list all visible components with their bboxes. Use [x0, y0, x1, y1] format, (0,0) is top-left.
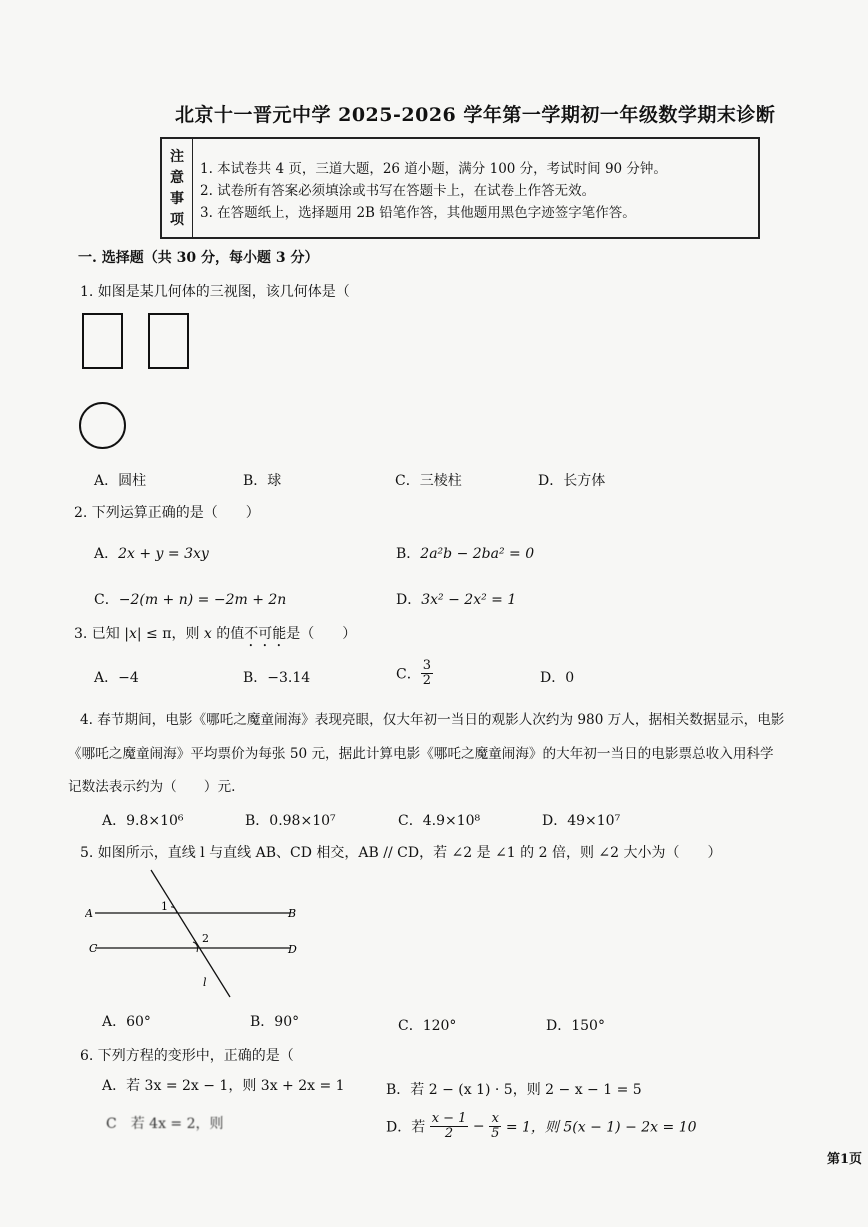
question-1-stem: 1. 如图是某几何体的三视图，该几何体是（	[80, 284, 350, 300]
q2-option-b	[396, 543, 534, 563]
question-4-line-1: 4. 春节期间，电影《哪吒之魔童闹海》表现亮眼，仅大年初一当日的观影人次约为 980 万人，据相关数据显示，电影	[80, 712, 785, 728]
expression: 3x² − 2x² = 1	[421, 592, 517, 608]
expression: = 1，则 5(x − 1) − 2x = 10	[501, 1119, 697, 1136]
q6-option-c: C 若 4x = 2，则	[106, 1116, 224, 1132]
question-5-stem: 5. 如图所示，直线 l 与直线 AB、CD 相交，AB // CD，若 ∠2 是 ∠1 的 2 倍，则 ∠2 大小为（ ）	[80, 845, 722, 861]
operator: −	[468, 1118, 490, 1135]
q3-option-d: D．0	[540, 670, 575, 686]
q6-option-b: B．若 2 − (x 1) · 5，则 2 − x − 1 = 5	[386, 1082, 642, 1098]
notice-heading	[162, 139, 193, 237]
variable: x	[203, 626, 212, 642]
question-4-line-3: 记数法表示约为（ ）元.	[68, 779, 236, 795]
q4-option-b: B．0.98×10⁷	[245, 813, 336, 829]
expression: −2(m + n) = −2m + 2n	[118, 592, 287, 608]
q5-option-d: D．150°	[546, 1018, 605, 1034]
q1-option-d: D．长方体	[538, 473, 606, 489]
section-heading: 一. 选择题（共 30 分，每小题 3 分）	[78, 250, 319, 266]
side-view-rectangle	[148, 313, 189, 369]
option-letter: D．	[396, 592, 422, 608]
notice-box	[160, 137, 760, 239]
page-title: 北京十一晋元中学 2025-2026 学年第一学期初一年级数学期末诊断	[175, 104, 776, 126]
label-c: C	[89, 942, 98, 955]
q3-option-b: B．−3.14	[243, 670, 311, 686]
q4-option-a: A．9.8×10⁶	[102, 813, 184, 829]
q4-option-c: C．4.9×10⁸	[398, 813, 481, 829]
option-letter: D．若	[386, 1119, 430, 1136]
angle-1-arc	[171, 907, 177, 913]
q2-option-d	[396, 589, 516, 609]
option-letter: B．	[396, 546, 421, 562]
question-4-line-2: 《哪吒之魔童闹海》平均票价为每张 50 元，据此计算电影《哪吒之魔童闹海》的大年初一当日的电影票总收入用科学	[68, 746, 774, 762]
notice-head-char: 注	[170, 149, 184, 165]
variable: x	[128, 626, 137, 642]
label-l: l	[203, 976, 207, 989]
denominator: 2	[444, 1126, 454, 1141]
front-view-rectangle	[82, 313, 123, 369]
option-letter: C．	[396, 666, 421, 683]
fraction-2	[489, 1112, 501, 1141]
top-view-circle	[79, 402, 126, 449]
label-b: B	[288, 907, 297, 920]
q4-option-d: D．49×10⁷	[542, 813, 621, 829]
notice-head-char: 事	[170, 191, 184, 207]
q5-option-b: B．90°	[250, 1014, 300, 1030]
question-6-stem: 6. 下列方程的变形中，正确的是（	[80, 1048, 294, 1064]
stem-part: 是（ ）	[286, 626, 357, 642]
notice-line-3: 3. 在答题纸上，选择题用 2B 铅笔作答，其他题用黑色字迹签字笔作答。	[200, 205, 636, 221]
stem-part: 的值	[211, 626, 245, 642]
q3-option-a: A．−4	[94, 670, 139, 686]
numerator: x	[489, 1112, 501, 1127]
expression: 2a²b − 2ba² = 0	[420, 546, 535, 562]
emphasized-text: 不可能	[244, 626, 287, 642]
angle-1-label: 1	[161, 900, 168, 913]
angle-2-label: 2	[202, 932, 209, 945]
question-2-stem: 2. 下列运算正确的是（ ）	[74, 505, 260, 521]
q2-option-a	[94, 543, 209, 563]
q1-option-a: A．圆柱	[94, 473, 147, 489]
q3-option-c	[396, 659, 433, 688]
option-letter: A．	[94, 546, 119, 562]
fraction-1	[430, 1112, 469, 1141]
q6-option-d	[386, 1112, 697, 1141]
stem-part: | ≤ π，则	[136, 626, 204, 642]
numerator: 3	[422, 658, 431, 673]
numerator: x − 1	[431, 1111, 467, 1126]
transversal-l	[151, 870, 230, 997]
q6-option-a: A．若 3x = 2x − 1，则 3x + 2x = 1	[102, 1078, 345, 1094]
denominator: 2	[422, 673, 431, 688]
q1-option-b: B．球	[243, 473, 282, 489]
notice-line-2: 2. 试卷所有答案必须填涂或书写在答题卡上，在试卷上作答无效。	[200, 183, 596, 199]
fraction	[421, 659, 433, 688]
expression: 2x + y = 3xy	[118, 546, 209, 562]
option-letter: C．	[94, 592, 119, 608]
stem-part: 3. 已知 |	[74, 626, 129, 642]
q1-option-c: C．三棱柱	[395, 473, 462, 489]
notice-head-char: 项	[170, 212, 184, 228]
q5-option-c: C．120°	[398, 1018, 457, 1034]
label-a: A	[85, 907, 93, 920]
notice-head-char: 意	[170, 170, 184, 186]
notice-line-1: 1. 本试卷共 4 页，三道大题，26 道小题，满分 100 分，考试时间 90 分钟。	[200, 161, 667, 177]
q5-option-a: A．60°	[102, 1014, 151, 1030]
question-3-stem	[74, 623, 356, 650]
label-d: D	[288, 943, 297, 956]
parallel-lines-figure	[85, 862, 305, 1002]
denominator: 5	[491, 1126, 500, 1141]
q2-option-c	[94, 589, 286, 609]
page-number: 第1页	[826, 1152, 862, 1167]
